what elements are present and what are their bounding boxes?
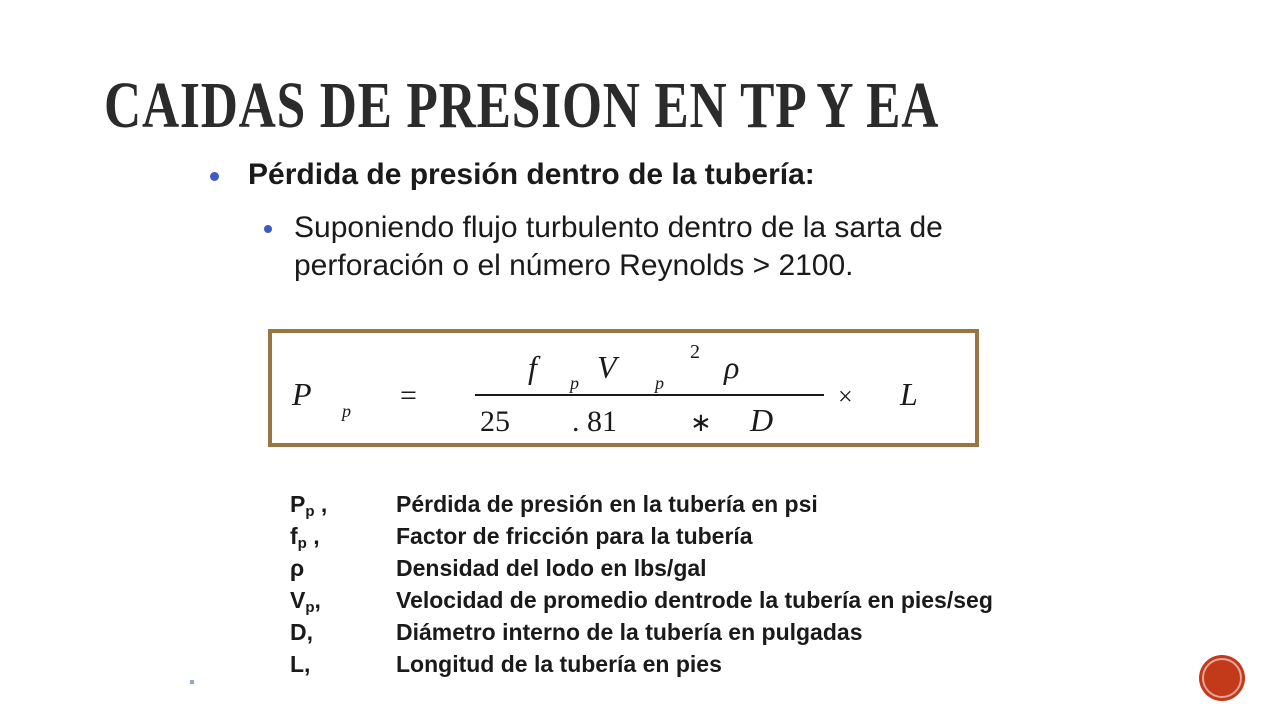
bullet-line-1: Suponiendo flujo turbulento dentro de la sarta de: [294, 211, 943, 244]
formula-den-d: D: [750, 402, 774, 438]
formula-exponent: 2: [690, 341, 700, 363]
legend-description: Pérdida de presión en la tubería en psi: [396, 491, 818, 517]
bullet-text: Pérdida de presión dentro de la tubería:: [248, 158, 815, 191]
formula-f: f: [528, 349, 537, 385]
legend-description: Factor de fricción para la tubería: [396, 523, 753, 549]
bullet-dot-icon: [210, 172, 219, 181]
legend-symbol: L,: [290, 651, 311, 677]
image-placeholder-icon: [190, 680, 194, 684]
formula-den-star: ∗: [690, 408, 712, 437]
formula-rhs: L: [900, 376, 918, 412]
legend-symbol: ρ: [290, 555, 305, 581]
slide-title: CAIDAS DE PRESION EN TP Y EA: [104, 69, 940, 142]
formula-rho: ρ: [724, 349, 740, 385]
formula-f-sub: p: [570, 373, 579, 393]
pressure-loss-formula: [272, 333, 975, 443]
bullet-text: [294, 209, 943, 285]
legend-symbol: $f_p$ ,: [290, 523, 320, 552]
formula-lhs-sub: p: [342, 401, 351, 421]
formula-lhs: P: [292, 376, 312, 412]
formula-v-sub: p: [655, 373, 664, 393]
formula-v: V: [597, 349, 617, 385]
slide-nav-button[interactable]: [1199, 655, 1245, 701]
formula-equals: =: [400, 379, 417, 412]
legend-description: Velocidad de promedio dentrode la tubería en pies/seg: [396, 587, 993, 613]
legend-symbol: $V_p$,: [290, 587, 321, 616]
legend-symbol: D,: [290, 619, 313, 645]
legend-symbol: $P_p$ ,: [290, 491, 328, 520]
legend-description: Diámetro interno de la tubería en pulgadas: [396, 619, 863, 645]
formula-den-25: 25: [480, 405, 510, 438]
bullet-line-2: perforación o el número Reynolds > 2100.: [294, 249, 854, 282]
formula-den-81: . 81: [572, 405, 617, 438]
legend-description: Longitud de la tubería en pies: [396, 651, 722, 677]
formula-box: [268, 329, 979, 447]
legend-description: Densidad del lodo en lbs/gal: [396, 555, 707, 581]
bullet-dot-icon: [264, 225, 272, 233]
formula-times: ×: [838, 382, 853, 411]
